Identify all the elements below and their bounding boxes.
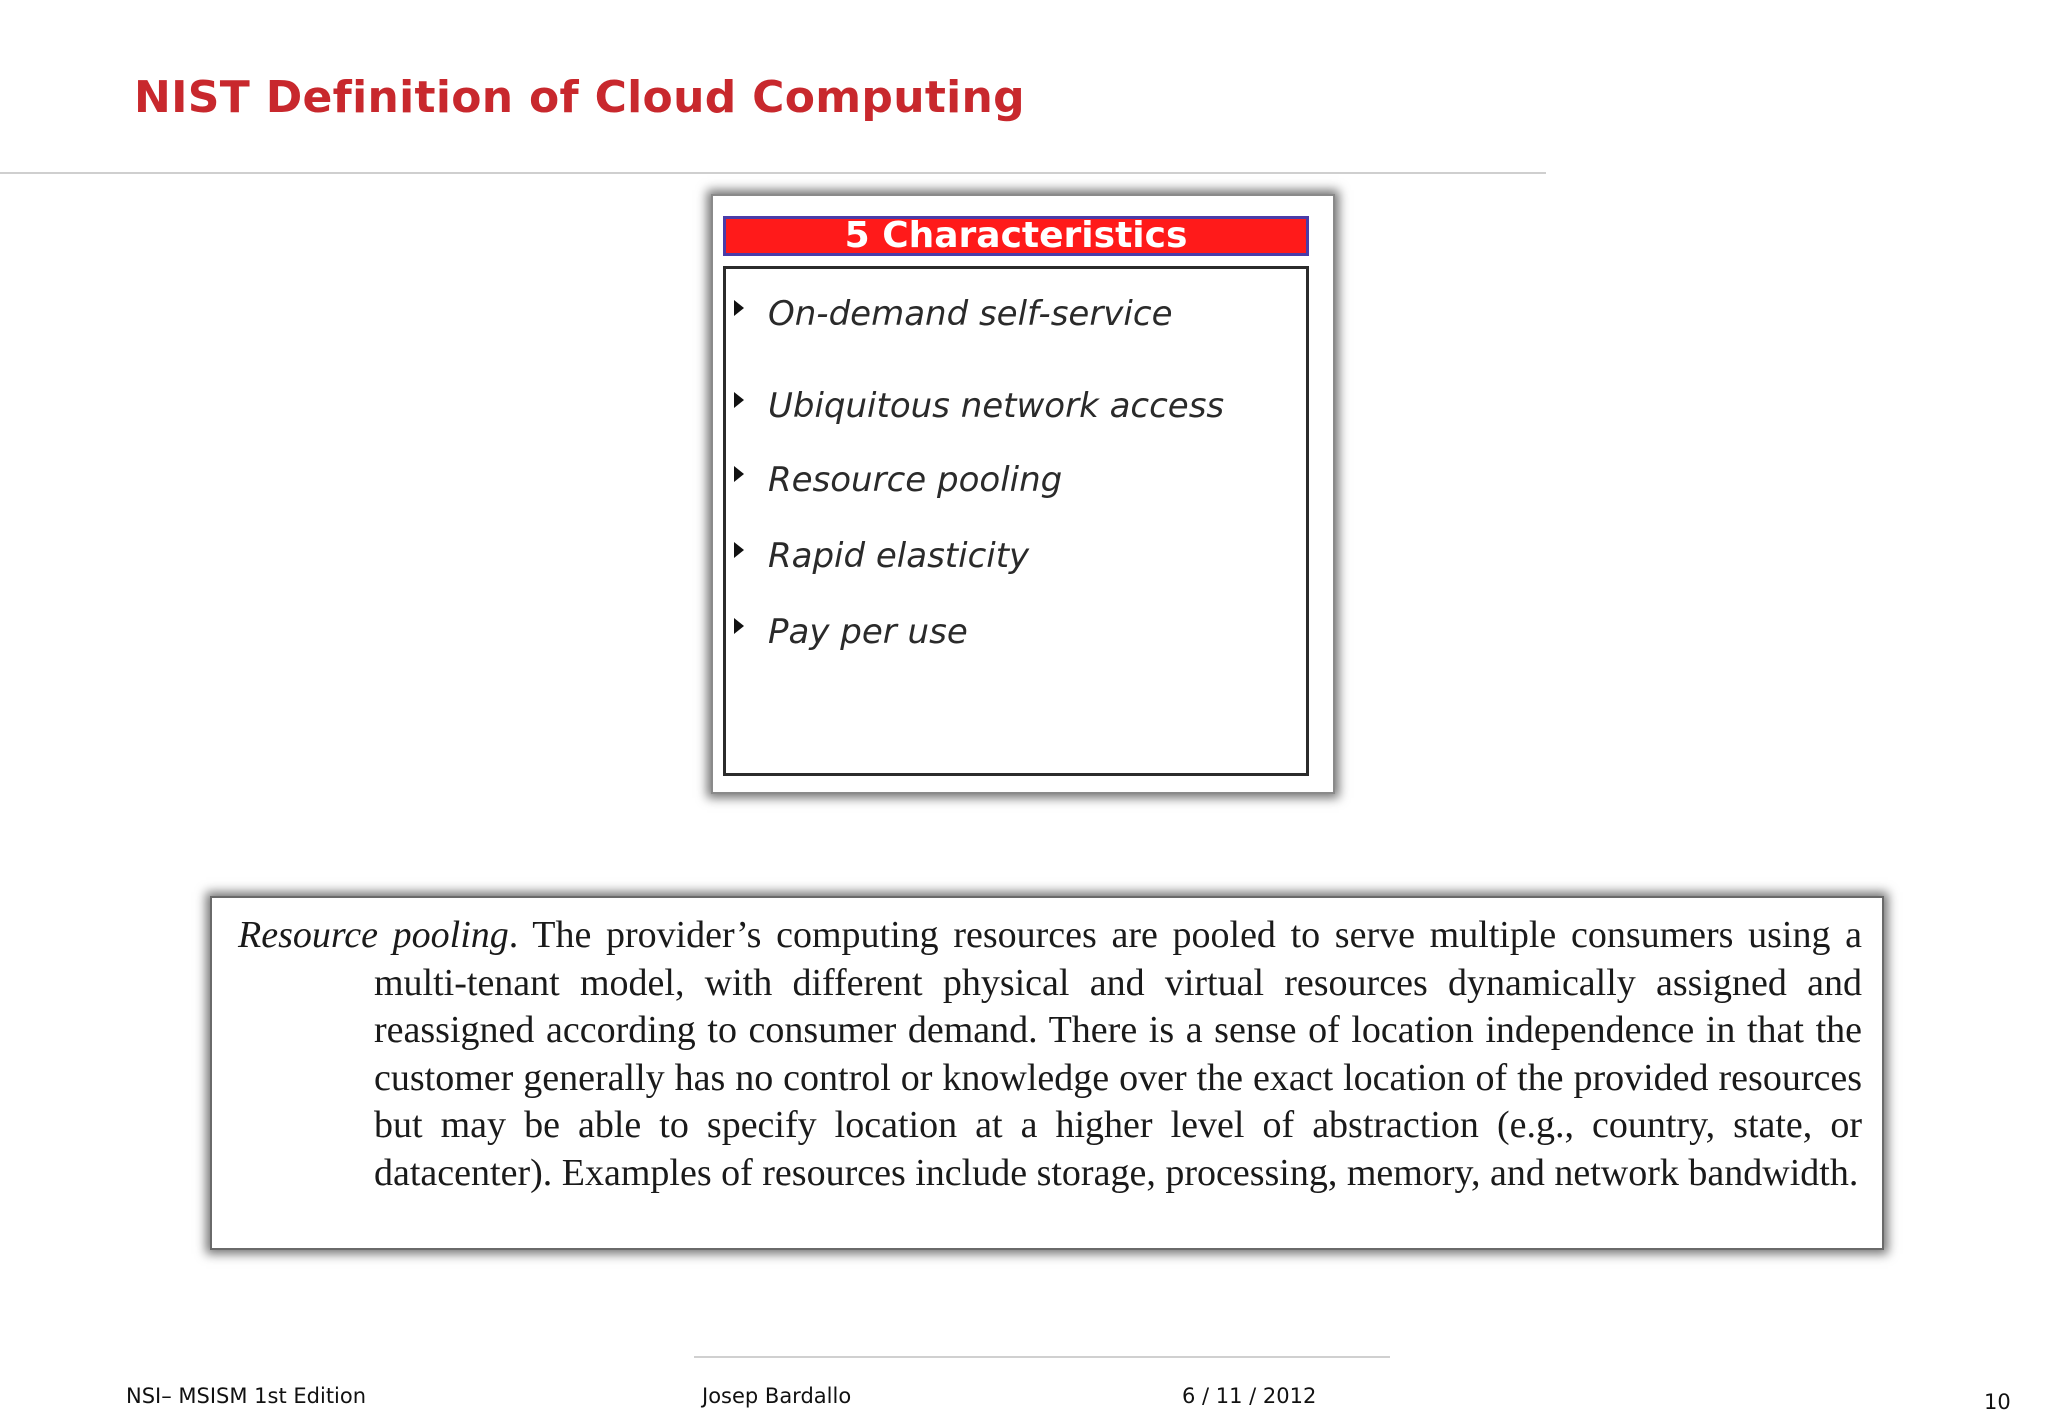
characteristic-label: On-demand self-service (768, 294, 1173, 334)
characteristics-list (723, 266, 1309, 776)
characteristic-item (734, 455, 1062, 505)
characteristic-item (734, 381, 1224, 431)
triangle-bullet-icon (734, 618, 744, 634)
characteristics-header: 5 Characteristics (723, 216, 1309, 256)
triangle-bullet-icon (734, 392, 744, 408)
characteristic-label: Rapid elasticity (768, 536, 1030, 576)
title-divider (0, 172, 1546, 174)
footer-author: Josep Bardallo (702, 1384, 852, 1408)
slide-title: NIST Definition of Cloud Computing (134, 72, 1025, 123)
triangle-bullet-icon (734, 466, 744, 482)
footer-course: NSI– MSISM 1st Edition (126, 1384, 367, 1408)
definition-text: . The provider’s computing resources are pooled to serve multiple consumers using a multi-tenant model, with different physical and virtual resources dynamically assigned and reassigned according to consumer demand. There is a sense of location independence in that the customer generally has no control or knowledge over the exact location of the provided resources but may be able to specify location at a higher level of abstraction (e.g., country, state, or datacenter). Examples of resources include storage, processing, memory, and network bandwidth. (374, 914, 1863, 1194)
characteristic-item (734, 289, 1172, 339)
characteristics-figure (711, 194, 1335, 794)
characteristic-item (734, 531, 1029, 581)
definition-paragraph (238, 912, 1862, 1197)
characteristic-label: Resource pooling (768, 460, 1063, 500)
characteristic-label: Pay per use (768, 612, 968, 652)
triangle-bullet-icon (734, 300, 744, 316)
characteristic-item (734, 607, 968, 657)
definition-box (210, 896, 1884, 1250)
footer-divider (694, 1356, 1390, 1358)
page-number: 10 (1984, 1390, 2011, 1414)
definition-term: Resource pooling (238, 914, 509, 956)
footer-date: 6 / 11 / 2012 (1182, 1384, 1317, 1408)
characteristic-label: Ubiquitous network access (768, 386, 1225, 426)
triangle-bullet-icon (734, 542, 744, 558)
